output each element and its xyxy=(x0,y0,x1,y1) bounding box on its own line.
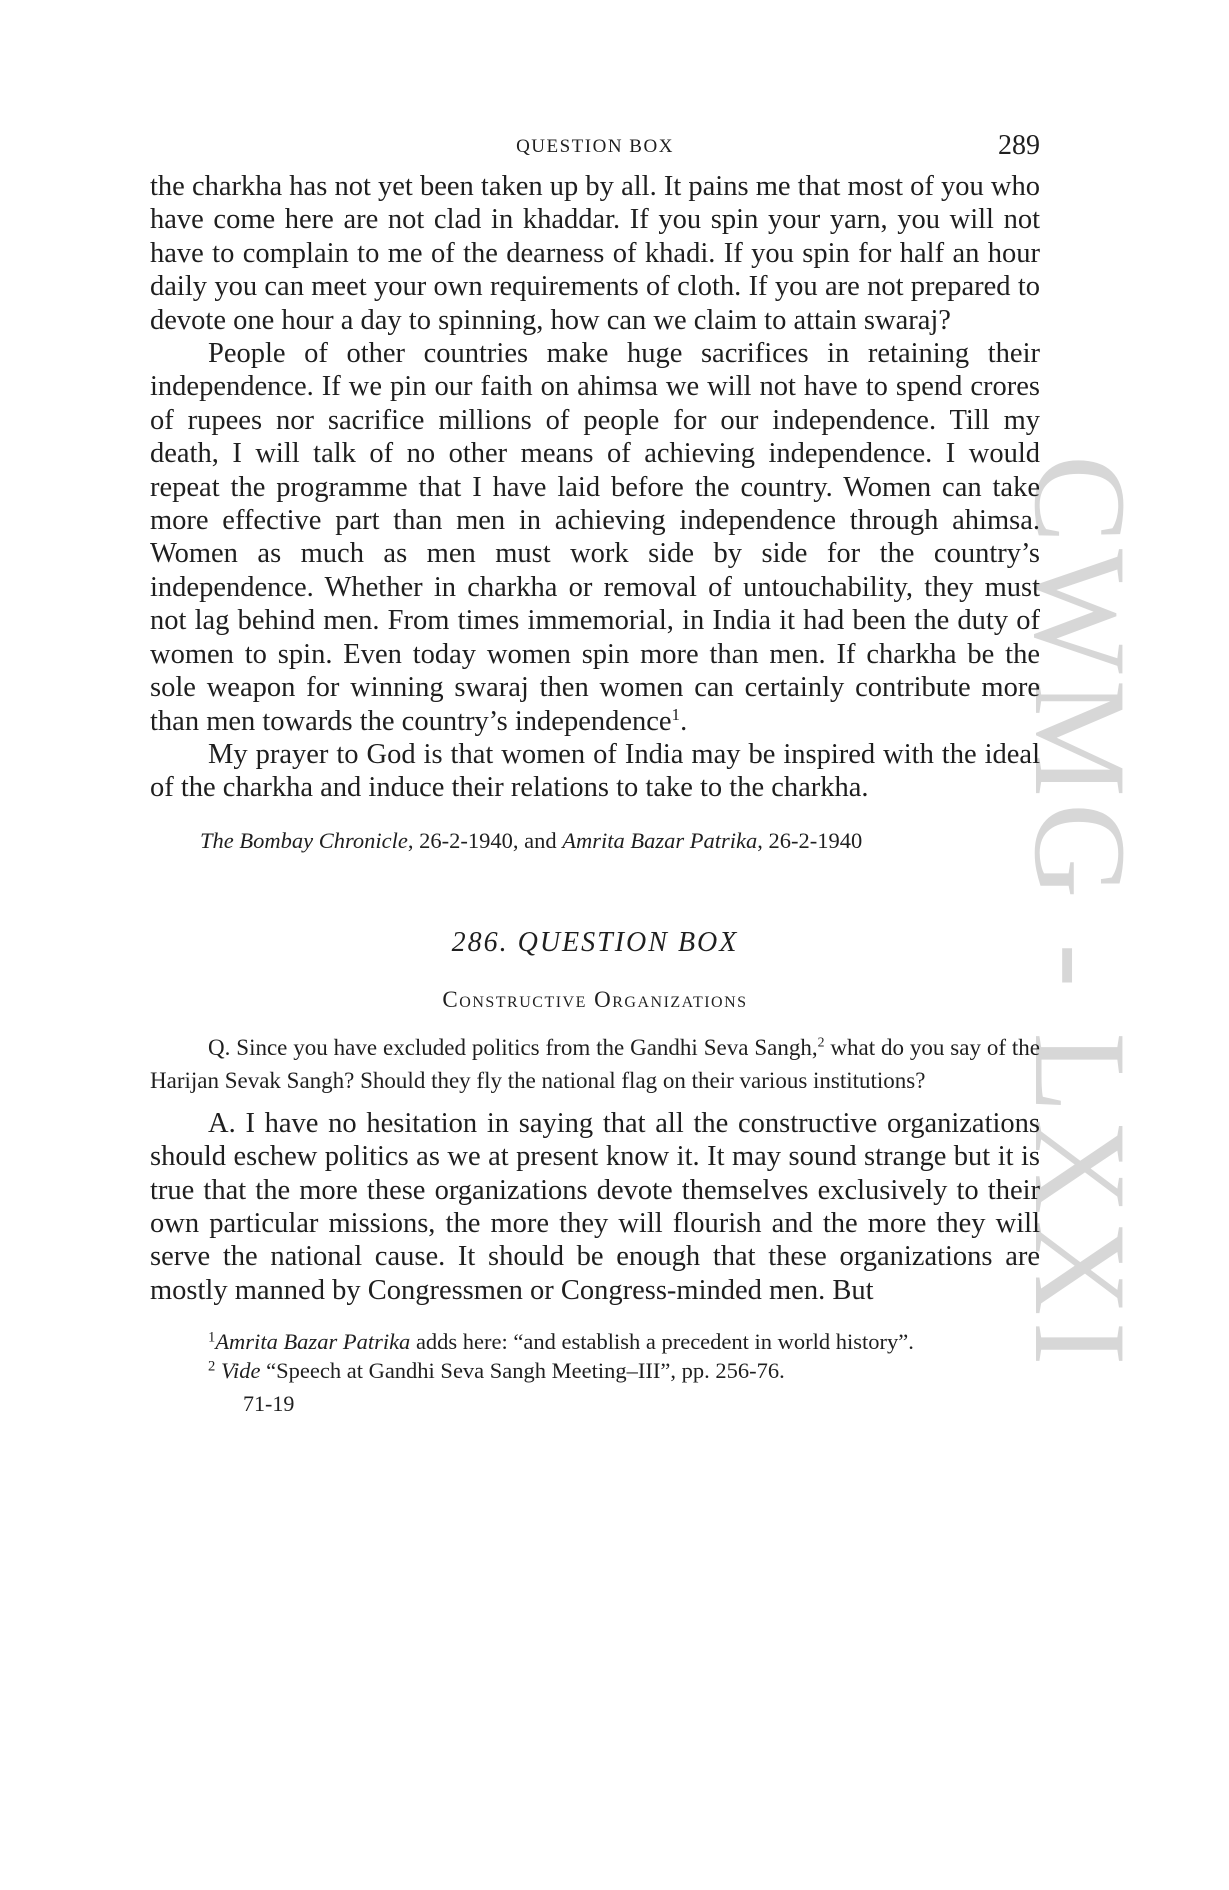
footnote-1-marker: 1 xyxy=(208,1329,216,1346)
watermark-text: CWMG - LXXI xyxy=(1007,455,1154,1372)
paragraph-1: the charkha has not yet been taken up by all. It pains me that most of you who have come here are not clad in khaddar. If you spin your yarn, you will not have to complain to me of the dearness of khadi. If you spin for half an hour daily you can meet your own requirements of cloth. If you are not prepared to devote one hour a day to spinning, how can we claim to attain swaraj? xyxy=(150,171,1040,336)
question xyxy=(150,1031,1040,1097)
paragraph-2 xyxy=(150,337,1040,738)
question-text: Since you have excluded politics from the Gandhi Seva Sangh, xyxy=(236,1034,818,1060)
footnote-1-title: Amrita Bazar Patrika xyxy=(215,1329,411,1355)
running-title: QUESTION BOX xyxy=(516,136,674,157)
paragraph-2-end: . xyxy=(680,705,688,737)
footnote-1-text: adds here: “and establish a precedent in world history”. xyxy=(410,1329,914,1355)
footnote-ref-1: 1 xyxy=(671,704,681,724)
running-head xyxy=(150,130,1040,170)
footnote-ref-2: 2 xyxy=(817,1034,825,1050)
paragraph-3: My prayer to God is that women of India may be inspired with the ideal of the charkha and induce their relations to take to the charkha. xyxy=(150,738,1040,804)
question-label: Q. xyxy=(208,1034,231,1060)
footnote-2-text: “Speech at Gandhi Seva Sangh Meeting–III”, pp. 256-76. xyxy=(260,1358,785,1384)
source-citation xyxy=(150,827,1040,855)
page xyxy=(150,130,1040,1419)
footnote-2-title: Vide xyxy=(220,1358,261,1384)
page-number: 289 xyxy=(998,130,1040,161)
paragraph-2-text: People of other countries make huge sacrifices in retaining their independence. If we pin our faith on ahimsa we will not have to spend crores of rupees nor sacrifice millions of people for our independence. Till my death, I will talk of no other means of achieving independence. I would repeat the programme that I have laid before the country. Women can take more effective part than men in achieving independence through ahimsa. Women as much as men must work side by side for the country’s independence. Whether in charkha or removal of untouchability, they must not lag behind men. From times immemorial, in India it had been the duty of women to spin. Even today women spin more than men. If charkha be the sole weapon for winning swaraj then women can certainly contribute more than men towards the country’s independence xyxy=(150,338,1040,737)
article-title: 286. QUESTION BOX xyxy=(451,926,739,958)
source-date-1: , 26-2-1940, and xyxy=(407,827,563,853)
signature-mark: 71-19 xyxy=(243,1391,295,1417)
answer-text: I have no hesitation in saying that all the constructive organizations should eschew politics as we at present know it. It may sound strange but it is true that the more these organizations devote themselves exclusively to their own particular missions, the more they will flourish and the more they will serve the national cause. It should be enough that these organizations are mostly manned by Congressmen or Congress-minded men. But xyxy=(150,1107,1041,1306)
answer xyxy=(150,1107,1040,1307)
source-date-2: , 26-2-1940 xyxy=(757,827,863,853)
footnotes xyxy=(150,1327,1040,1385)
source-paper-2: Amrita Bazar Patrika xyxy=(562,827,758,853)
footnote-2-marker: 2 xyxy=(208,1358,216,1375)
source-paper-1: The Bombay Chronicle xyxy=(200,827,408,853)
footnote-2 xyxy=(150,1356,1040,1385)
answer-label: A. xyxy=(208,1107,236,1139)
footnote-1 xyxy=(150,1327,1040,1356)
section-title: Constructive Organizations xyxy=(442,986,748,1012)
question-text-2: what do you say of the Harijan Sevak Sangh? Should they fly the national flag on their various institutions? xyxy=(150,1034,1040,1093)
